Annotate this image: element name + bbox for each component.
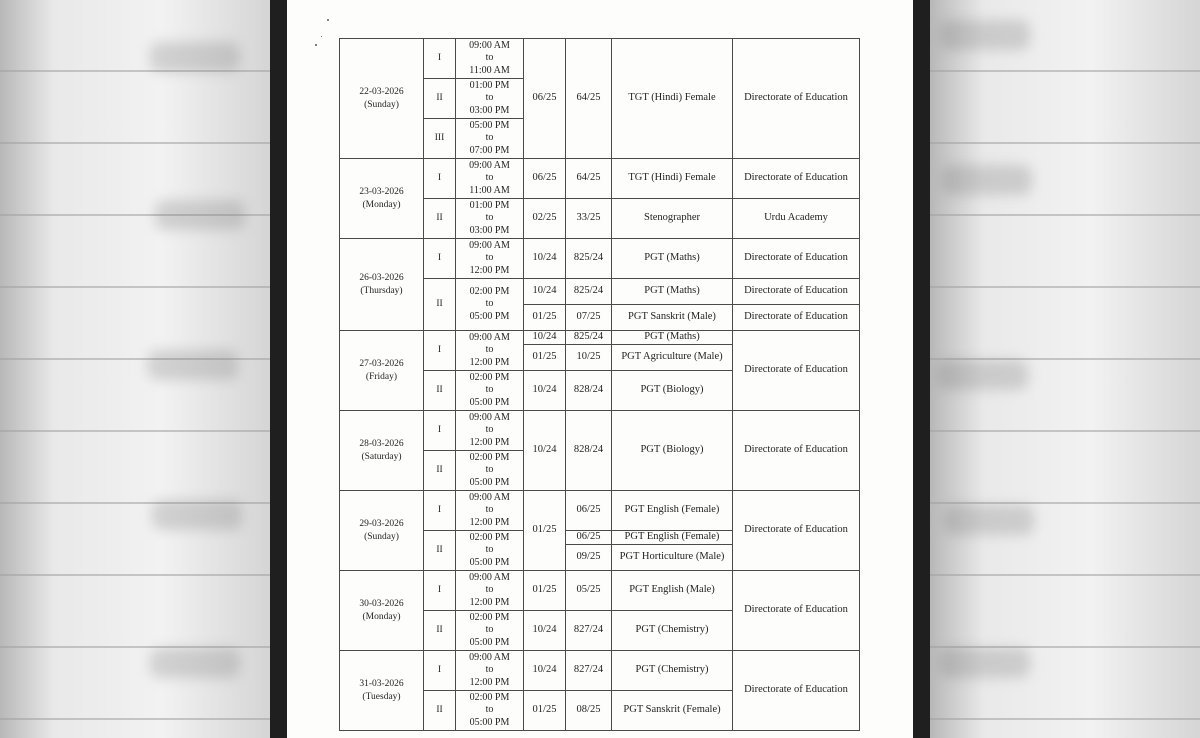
post-name: Stenographer [612, 199, 733, 239]
post-code: 08/25 [566, 691, 612, 731]
advt-no: 01/25 [524, 691, 566, 731]
exam-schedule-table [339, 38, 860, 731]
table-row [340, 571, 860, 611]
shift: I [424, 571, 456, 611]
advt-no: 02/25 [524, 199, 566, 239]
post-name: PGT English (Female) [612, 491, 733, 531]
post-name: PGT Sanskrit (Male) [612, 305, 733, 331]
advt-no: 10/24 [524, 279, 566, 305]
post-code: 06/25 [566, 491, 612, 531]
post-code: 827/24 [566, 611, 612, 651]
post-code: 828/24 [566, 411, 612, 491]
department: Directorate of Education [733, 39, 860, 159]
advt-no: 10/24 [524, 331, 566, 345]
exam-time: 09:00 AM to 12:00 PM [456, 651, 524, 691]
table-row [340, 331, 860, 345]
shift: I [424, 411, 456, 451]
shift: I [424, 159, 456, 199]
blurred-background-right [930, 0, 1200, 738]
exam-date: 23-03-2026 (Monday) [340, 159, 424, 239]
department: Directorate of Education [733, 411, 860, 491]
shift: II [424, 611, 456, 651]
department: Directorate of Education [733, 651, 860, 731]
post-name: TGT (Hindi) Female [612, 159, 733, 199]
shift: II [424, 371, 456, 411]
post-name: PGT English (Female) [612, 531, 733, 545]
post-code: 33/25 [566, 199, 612, 239]
shift: III [424, 119, 456, 159]
advt-no: 01/25 [524, 571, 566, 611]
post-name: PGT English (Male) [612, 571, 733, 611]
post-name: PGT (Maths) [612, 279, 733, 305]
post-code: 06/25 [566, 531, 612, 545]
exam-time: 09:00 AM to 11:00 AM [456, 159, 524, 199]
department: Urdu Academy [733, 199, 860, 239]
department: Directorate of Education [733, 159, 860, 199]
advt-no: 10/24 [524, 371, 566, 411]
advt-no: 10/24 [524, 411, 566, 491]
exam-time: 02:00 PM to 05:00 PM [456, 611, 524, 651]
exam-time: 09:00 AM to 11:00 AM [456, 39, 524, 79]
post-name: TGT (Hindi) Female [612, 39, 733, 159]
post-name: PGT (Biology) [612, 411, 733, 491]
post-code: 828/24 [566, 371, 612, 411]
exam-time: 09:00 AM to 12:00 PM [456, 331, 524, 371]
exam-date: 26-03-2026 (Thursday) [340, 239, 424, 331]
department: Directorate of Education [733, 491, 860, 571]
exam-time: 09:00 AM to 12:00 PM [456, 239, 524, 279]
exam-time: 02:00 PM to 05:00 PM [456, 531, 524, 571]
post-name: PGT Agriculture (Male) [612, 345, 733, 371]
post-code: 64/25 [566, 159, 612, 199]
table-row [340, 491, 860, 531]
shift: II [424, 531, 456, 571]
post-name: PGT (Maths) [612, 239, 733, 279]
frame-border-right [912, 0, 930, 738]
table-row [340, 39, 860, 79]
shift: I [424, 239, 456, 279]
advt-no: 10/24 [524, 651, 566, 691]
post-code: 05/25 [566, 571, 612, 611]
exam-time: 09:00 AM to 12:00 PM [456, 411, 524, 451]
exam-time: 09:00 AM to 12:00 PM [456, 491, 524, 531]
shift: II [424, 79, 456, 119]
advt-no: 06/25 [524, 159, 566, 199]
table-row [340, 651, 860, 691]
post-name: PGT (Biology) [612, 371, 733, 411]
table-row [340, 411, 860, 451]
advt-no: 06/25 [524, 39, 566, 159]
exam-time: 02:00 PM to 05:00 PM [456, 279, 524, 331]
post-name: PGT (Maths) [612, 331, 733, 345]
post-code: 825/24 [566, 331, 612, 345]
exam-time: 02:00 PM to 05:00 PM [456, 371, 524, 411]
advt-no: 01/25 [524, 491, 566, 571]
advt-no: 01/25 [524, 345, 566, 371]
exam-time: 01:00 PM to 03:00 PM [456, 79, 524, 119]
post-code: 827/24 [566, 651, 612, 691]
exam-date: 29-03-2026 (Sunday) [340, 491, 424, 571]
exam-date: 31-03-2026 (Tuesday) [340, 651, 424, 731]
department: Directorate of Education [733, 331, 860, 411]
shift: I [424, 491, 456, 531]
exam-date: 27-03-2026 (Friday) [340, 331, 424, 411]
advt-no: 01/25 [524, 305, 566, 331]
exam-time: 09:00 AM to 12:00 PM [456, 571, 524, 611]
table-row [340, 159, 860, 199]
frame-border-left [270, 0, 288, 738]
shift: II [424, 279, 456, 331]
shift: I [424, 39, 456, 79]
post-name: PGT (Chemistry) [612, 651, 733, 691]
post-code: 825/24 [566, 239, 612, 279]
exam-time: 02:00 PM to 05:00 PM [456, 691, 524, 731]
shift: II [424, 451, 456, 491]
post-code: 10/25 [566, 345, 612, 371]
document-page [287, 0, 913, 738]
department: Directorate of Education [733, 239, 860, 279]
post-code: 64/25 [566, 39, 612, 159]
department: Directorate of Education [733, 571, 860, 651]
post-code: 09/25 [566, 545, 612, 571]
advt-no: 10/24 [524, 611, 566, 651]
exam-time: 01:00 PM to 03:00 PM [456, 199, 524, 239]
blurred-background-left [0, 0, 270, 738]
exam-time: 05:00 PM to 07:00 PM [456, 119, 524, 159]
exam-date: 28-03-2026 (Saturday) [340, 411, 424, 491]
post-code: 825/24 [566, 279, 612, 305]
shift: I [424, 331, 456, 371]
table-row [340, 239, 860, 279]
post-name: PGT Horticulture (Male) [612, 545, 733, 571]
exam-date: 22-03-2026 (Sunday) [340, 39, 424, 159]
department: Directorate of Education [733, 305, 860, 331]
post-name: PGT (Chemistry) [612, 611, 733, 651]
advt-no: 10/24 [524, 239, 566, 279]
post-code: 07/25 [566, 305, 612, 331]
department: Directorate of Education [733, 279, 860, 305]
shift: I [424, 651, 456, 691]
post-name: PGT Sanskrit (Female) [612, 691, 733, 731]
shift: II [424, 199, 456, 239]
exam-date: 30-03-2026 (Monday) [340, 571, 424, 651]
shift: II [424, 691, 456, 731]
exam-time: 02:00 PM to 05:00 PM [456, 451, 524, 491]
